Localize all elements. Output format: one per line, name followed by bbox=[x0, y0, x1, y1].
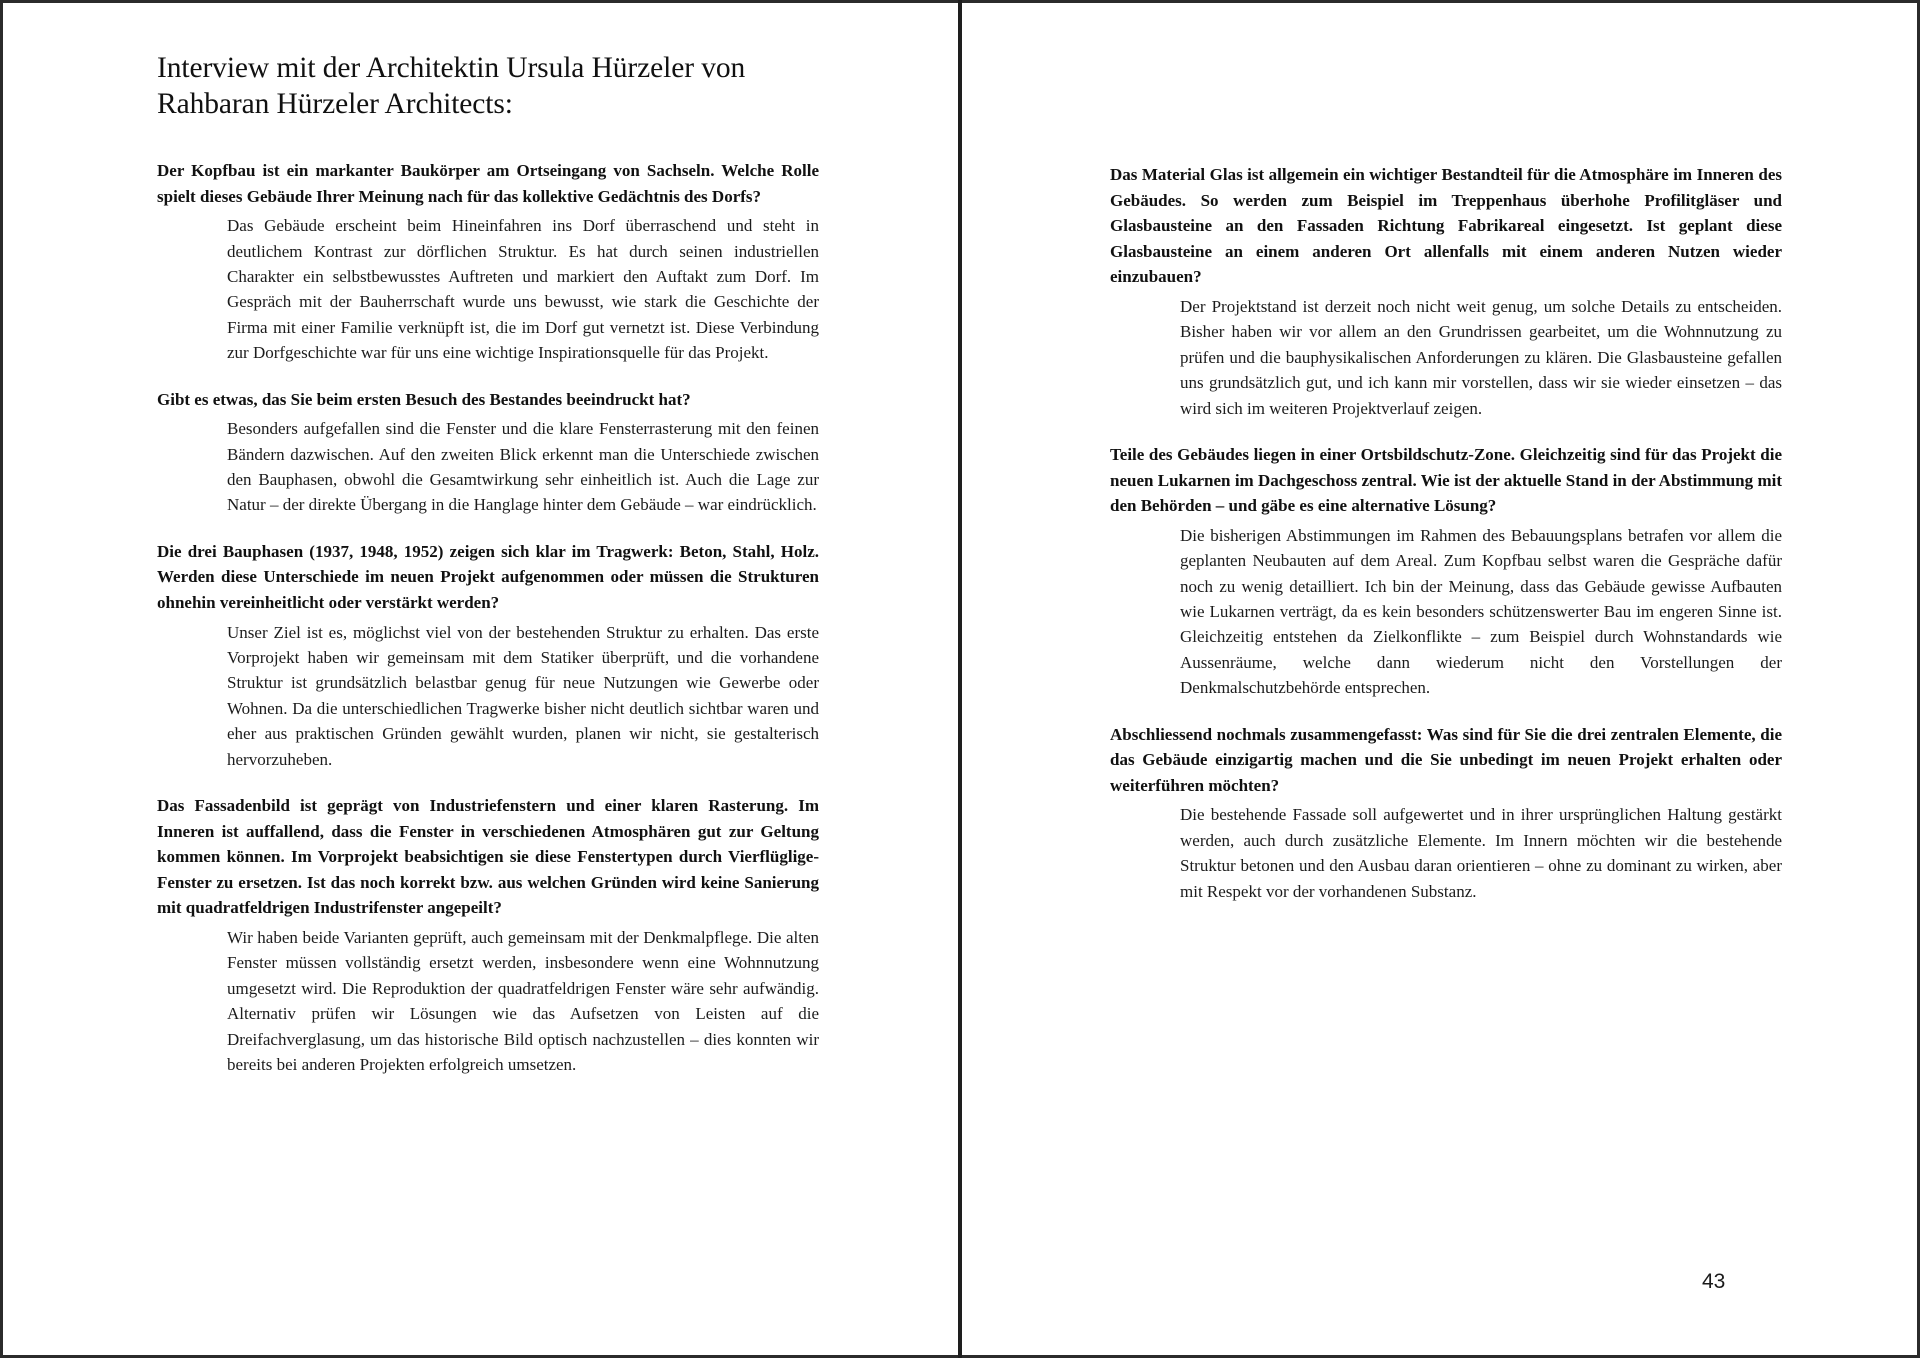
question: Das Material Glas ist allgemein ein wichtiger Bestandteil für die Atmosphäre im Inneren des Gebäudes. So werden zum Beispiel im Treppenhaus überhohe Profilitgläser und Glasbausteine an den Fassaden Richtung Fabrikareal eingesetzt. Ist geplant diese Glasbausteine an einem anderen Ort allenfalls mit einem anderen Nutzen wieder einzubauen? bbox=[1110, 165, 1782, 287]
right-qa-list bbox=[1110, 162, 1782, 925]
qa-item bbox=[1110, 162, 1782, 421]
left-qa-list bbox=[157, 158, 819, 1098]
answer: Unser Ziel ist es, möglichst viel von der bestehenden Struktur zu erhalten. Das erste Vorprojekt haben wir gemeinsam mit dem Statiker überprüft, und die vorhandene Struktur ist grundsätzlich belastbar genug für neue Nutzungen wie Gewerbe oder Wohnen. Da die unterschiedlichen Tragwerke bisher nicht deutlich sichtbar waren und eher aus praktischen Gründen gewählt wurden, planen wir nicht, sie gestalterisch hervorzuheben. bbox=[227, 622, 819, 769]
answer: Der Projektstand ist derzeit noch nicht weit genug, um solche Details zu entscheiden. Bisher haben wir vor allem an den Grundrissen gearbeitet, um die Wohnnutzung zu prüfen und die bauphysikalischen Anforderungen zu klären. Die Glasbausteine gefallen uns grundsätzlich gut, und ich kann mir vorstellen, dass wir sie wieder einsetzen – das wird sich im weiteren Projektverlauf zeigen. bbox=[1180, 296, 1782, 418]
answer: Die bisherigen Abstimmungen im Rahmen des Bebauungsplans betrafen vor allem die geplanten Neubauten auf dem Areal. Zum Kopfbau selbst waren die Gespräche dafür noch zu wenig detailliert. Ich bin der Meinung, dass das Gebäude gewisse Aufbauten wie Lukarnen verträgt, da es kein besonders schützenswerter Bau im engeren Sinne ist. Gleichzeitig entstehen da Zielkonflikte – zum Beispiel durch Wohnstandards wie Aussenräume, welche dann wiederum nicht den Vorstellungen der Denkmalschutzbehörde entsprechen. bbox=[1180, 525, 1782, 698]
qa-item bbox=[157, 158, 819, 366]
page-gutter-divider bbox=[958, 0, 962, 1358]
qa-item bbox=[1110, 722, 1782, 904]
question: Teile des Gebäudes liegen in einer Ortsbildschutz-Zone. Gleichzeitig sind für das Projekt die neuen Lukarnen im Dachgeschoss zentral. Wie ist der aktuelle Stand in der Abstimmung mit den Behörden – und gäbe es eine alternative Lösung? bbox=[1110, 445, 1782, 516]
question: Das Fassadenbild ist geprägt von Industriefenstern und einer klaren Rasterung. Im Inneren ist auffallend, dass die Fenster in verschiedenen Atmosphären gut zur Geltung kommen können. Im Vorprojekt beabsichtigen sie diese Fenstertypen durch Vierflüglige-Fenster zu ersetzen. Ist das noch korrekt bzw. aus welchen Gründen wird keine Sanierung mit quadratfeldrigen Industrifenster angepeilt? bbox=[157, 796, 819, 918]
page-number: 43 bbox=[1702, 1270, 1726, 1293]
answer: Das Gebäude erscheint beim Hineinfahren ins Dorf überraschend und steht in deutlichem Kontrast zur dörflichen Struktur. Es hat durch seinen industriellen Charakter ein selbstbewusstes Auftreten und markiert den Auftakt zum Dorf. Im Gespräch mit der Bauherrschaft wurde uns bewusst, wie stark die Geschichte der Firma mit einer Familie verknüpft ist, die im Dorf gut vernetzt ist. Diese Verbindung zur Dorfgeschichte war für uns eine wichtige Inspirationsquelle für das Projekt. bbox=[227, 216, 819, 363]
question: Der Kopfbau ist ein markanter Baukörper am Ortseingang von Sachseln. Welche Rolle spielt dieses Gebäude Ihrer Meinung nach für das kollektive Gedächtnis des Dorfs? bbox=[157, 161, 819, 206]
question: Gibt es etwas, das Sie beim ersten Besuch des Bestandes beeindruckt hat? bbox=[157, 389, 691, 409]
interview-title: Interview mit der Architektin Ursula Hürzeler von Rahbaran Hürzeler Architects: bbox=[157, 52, 746, 120]
qa-item bbox=[157, 793, 819, 1077]
answer: Die bestehende Fassade soll aufgewertet und in ihrer ursprünglichen Haltung gestärkt werden, auch durch zusätzliche Elemente. Im Innern möchten wir die bestehende Struktur betonen und den Ausbau daran orientieren – ohne zu dominant zu wirken, aber mit Respekt vor der vorhandenen Substanz. bbox=[1180, 805, 1782, 901]
question: Abschliessend nochmals zusammengefasst: Was sind für Sie die drei zentralen Elemente, die das Gebäude einzigartig machen und die Sie unbedingt im neuen Projekt erhalten oder weiterführen möchten? bbox=[1110, 724, 1782, 795]
question: Die drei Bauphasen (1937, 1948, 1952) zeigen sich klar im Tragwerk: Beton, Stahl, Holz. Werden diese Unterschiede im neuen Projekt aufgenommen oder müssen die Strukturen ohnehin vereinheitlicht oder verstärkt werden? bbox=[157, 541, 819, 613]
left-page bbox=[157, 0, 819, 1358]
answer: Besonders aufgefallen sind die Fenster und die klare Fensterrasterung mit den feinen Bändern dazwischen. Auf den zweiten Blick erkennt man die Unterschiede zwischen den Bauphasen, obwohl die Gesamtwirkung sehr einheitlich ist. Auch die Lage zur Natur – der direkte Übergang in die Hanglage hinter dem Gebäude – war eindrücklich. bbox=[227, 419, 819, 515]
right-page bbox=[1110, 0, 1782, 1358]
qa-item bbox=[157, 387, 819, 518]
qa-item bbox=[157, 539, 819, 772]
answer: Wir haben beide Varianten geprüft, auch gemeinsam mit der Denkmalpflege. Die alten Fenster müssen vollständig ersetzt werden, insbesondere wenn eine Wohnnutzung umgesetzt wird. Die Reproduktion der quadratfeldrigen Fenster wäre sehr aufwändig. Alternativ prüfen wir Lösungen wie das Aufsetzen von Leisten auf die Dreifachverglasung, um das historische Bild optisch nachzustellen – dies konnten wir bereits bei anderen Projekten erfolgreich umsetzen. bbox=[227, 928, 819, 1075]
qa-item bbox=[1110, 442, 1782, 701]
